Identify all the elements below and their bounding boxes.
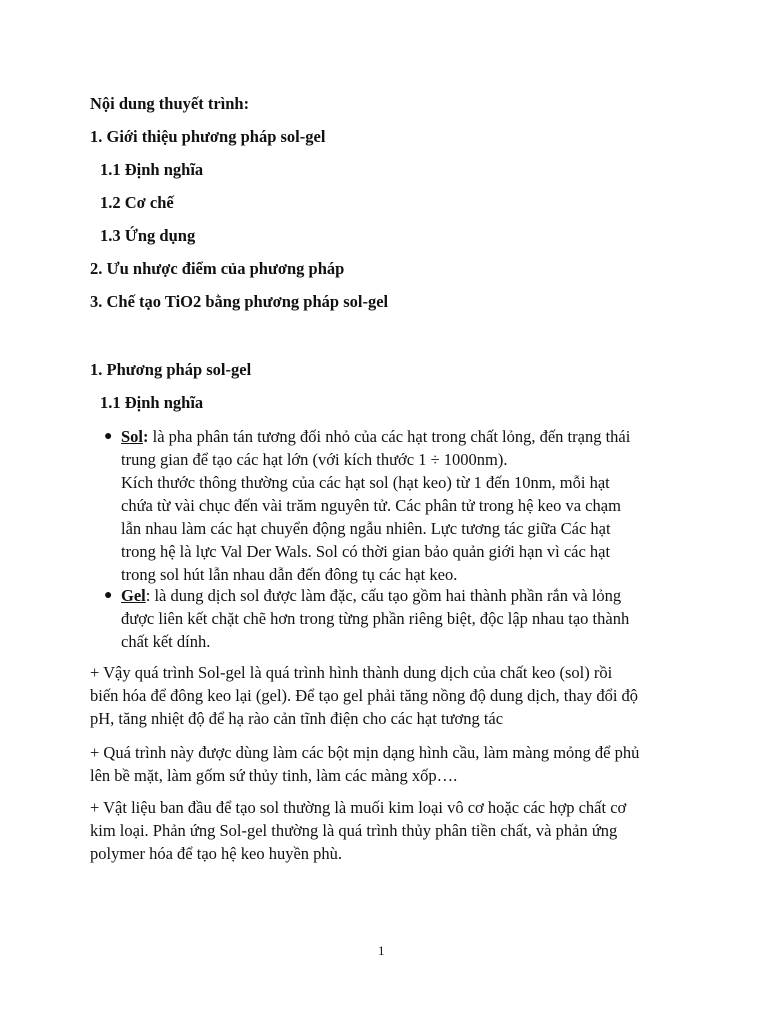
sol-definition-line-7: trong sol hút lẫn nhau dẫn đến đông tụ các hạt keo. (121, 565, 458, 584)
page-number: 1 (378, 943, 385, 958)
paragraph-3-line-2: kim loại. Phản ứng Sol-gel thường là quá trình thủy phân tiền chất, và phản ứng (90, 821, 618, 840)
toc-item-1-1: 1.1 Định nghĩa (100, 160, 204, 179)
sol-definition-line-6: trong hệ là lực Val Der Wals. Sol có thời gian bảo quản giới hạn vì các hạt (121, 542, 611, 561)
sol-term: Sol (121, 427, 144, 446)
paragraph-2-line-1: + Quá trình này được dùng làm các bột mịn dạng hình cầu, làm màng mỏng để phủ (90, 743, 640, 762)
toc-item-1: 1. Giới thiệu phương pháp sol-gel (90, 127, 326, 146)
paragraph-1-line-3: pH, tăng nhiệt độ để hạ rào cản tĩnh điện cho các hạt tương tác (90, 709, 504, 728)
sol-text: là pha phân tán tương đối nhỏ của các hạt trong chất lỏng, đến trạng thái (148, 427, 631, 446)
toc-item-3: 3. Chế tạo TiO2 bằng phương pháp sol-gel (90, 292, 389, 311)
paragraph-2-line-2: lên bề mặt, làm gốm sứ thủy tinh, làm các màng xốp…. (90, 766, 458, 785)
sol-definition-line-1 (121, 426, 630, 448)
bullet-dot-icon: ● (104, 429, 113, 444)
sol-definition-line-4: chứa từ vài chục đến vài trăm nguyên tử. Các phân tử trong hệ keo va chạm (121, 496, 621, 515)
toc-item-1-3: 1.3 Ứng dụng (100, 226, 196, 245)
paragraph-1-line-2: biến hóa để đông keo lại (gel). Để tạo gel phải tăng nồng độ dung dịch, thay đổi độ (90, 686, 639, 705)
toc-item-2: 2. Ưu nhược điểm của phương pháp (90, 259, 345, 278)
section-title: 1. Phương pháp sol-gel (90, 360, 252, 379)
paragraph-3-line-3: polymer hóa để tạo hệ keo huyền phù. (90, 844, 343, 863)
paragraph-3-line-1: + Vật liệu ban đầu để tạo sol thường là muối kim loại vô cơ hoặc các hợp chất cơ (90, 798, 627, 817)
gel-text: : là dung dịch sol được làm đặc, cấu tạo gồm hai thành phần rắn và lỏng (145, 586, 622, 605)
toc-heading: Nội dung thuyết trình: (90, 94, 250, 113)
sol-definition-line-3: Kích thước thông thường của các hạt sol (hạt keo) từ 1 đến 10nm, mỗi hạt (121, 473, 610, 492)
sol-definition-line-5: lẫn nhau làm các hạt chuyển động ngẫu nhiên. Lực tương tác giữa Các hạt (121, 519, 611, 538)
bullet-dot-icon: ● (104, 588, 113, 603)
sol-definition-line-2: trung gian để tạo các hạt lớn (với kích thước 1 ÷ 1000nm). (121, 450, 508, 469)
gel-term: Gel (121, 586, 146, 605)
gel-definition-line-3: chất kết dính. (121, 632, 211, 651)
section-subtitle: 1.1 Định nghĩa (100, 393, 204, 412)
toc-item-1-2: 1.2 Cơ chế (100, 193, 174, 212)
gel-definition-line-2: được liên kết chặt chẽ hơn trong từng phần riêng biệt, độc lập nhau tạo thành (121, 609, 630, 628)
paragraph-1-line-1: + Vậy quá trình Sol-gel là quá trình hình thành dung dịch của chất keo (sol) rồi (90, 663, 613, 682)
gel-definition-line-1 (121, 585, 621, 607)
sol-colon: : (143, 427, 149, 446)
